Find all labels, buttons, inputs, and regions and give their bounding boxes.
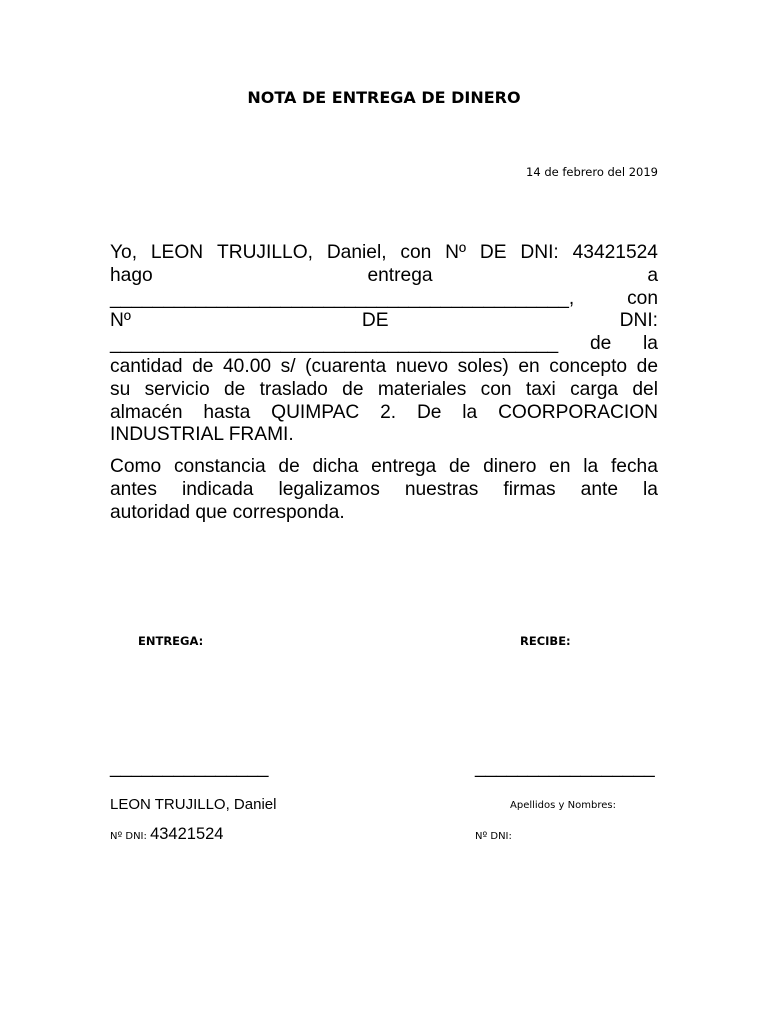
word: nuestras	[404, 478, 479, 500]
word: De	[416, 401, 442, 423]
word: LEON	[150, 242, 204, 263]
receiver-signature-line: _________________	[475, 757, 655, 778]
word: dinero	[483, 456, 537, 477]
recibe-label: RECIBE:	[520, 634, 571, 648]
word: de	[342, 378, 364, 400]
word: del	[632, 378, 658, 400]
word: entrega	[371, 456, 437, 477]
word: traslado	[259, 378, 328, 400]
word: DNI:	[619, 310, 658, 332]
word: soles)	[457, 355, 509, 377]
giver-dni-value: 43421524	[150, 825, 224, 843]
word: DE	[361, 310, 389, 332]
word: (cuarenta	[305, 355, 387, 377]
word: su	[110, 378, 131, 400]
word: de	[278, 456, 300, 477]
entrega-label: ENTREGA:	[138, 634, 204, 648]
word: ante	[580, 478, 619, 500]
paragraph-line	[110, 456, 658, 479]
word: servicio	[144, 378, 210, 400]
word: a	[647, 264, 658, 286]
word: legalizamos	[278, 478, 380, 500]
word: concepto	[549, 355, 628, 377]
paragraph-line	[110, 265, 658, 288]
word: nuevo	[395, 355, 448, 377]
word: DNI:	[520, 242, 559, 263]
word: almacén	[110, 401, 183, 423]
document-title: NOTA DE ENTREGA DE DINERO	[247, 88, 521, 107]
word: ___________________________________________,	[110, 287, 575, 309]
word: Nº	[110, 310, 131, 332]
paragraph-line	[110, 333, 658, 356]
word: la	[583, 456, 599, 477]
word: la	[643, 478, 658, 500]
word: 2.	[380, 401, 397, 423]
word: con	[480, 378, 512, 400]
word: Nº	[445, 242, 467, 263]
word: taxi	[525, 378, 556, 400]
word: materiales	[377, 378, 467, 400]
word: en	[518, 355, 540, 377]
paragraph-line	[110, 479, 658, 502]
word: la	[462, 401, 478, 423]
word: en	[549, 456, 571, 477]
word: de	[448, 456, 471, 477]
paragraph-delivery-statement	[110, 242, 658, 447]
paragraph-constancy	[110, 456, 658, 524]
paragraph-line	[110, 356, 658, 379]
word: con	[627, 287, 658, 309]
word: hago	[110, 264, 153, 286]
word: cantidad	[110, 355, 183, 377]
word: Como	[110, 456, 162, 477]
giver-signature-line: _______________	[110, 757, 269, 778]
word: de	[636, 355, 658, 377]
paragraph-line	[110, 379, 658, 402]
word: COORPORACION	[498, 401, 658, 423]
word: indicada	[181, 478, 254, 500]
word: QUIMPAC	[271, 401, 360, 423]
giver-name: LEON TRUJILLO, Daniel	[110, 796, 277, 813]
word: dicha	[312, 456, 359, 477]
paragraph-line: autoridad que corresponda.	[110, 501, 345, 523]
word: 40.00	[223, 355, 272, 377]
word: de	[589, 333, 612, 355]
word: entrega	[367, 264, 433, 286]
word: s/	[280, 355, 296, 377]
word: 43421524	[572, 242, 658, 263]
receiver-dni-label: Nº DNI:	[475, 831, 512, 842]
word: de	[223, 378, 246, 400]
word: fecha	[610, 456, 658, 477]
paragraph-line	[110, 242, 658, 265]
word: Yo,	[110, 242, 138, 263]
giver-dni	[110, 825, 223, 844]
word: la	[643, 333, 658, 355]
paragraph-line	[110, 288, 658, 311]
paragraph-line: INDUSTRIAL FRAMI.	[110, 424, 294, 446]
word: hasta	[203, 401, 251, 423]
word: de	[192, 355, 214, 377]
word: firmas	[503, 478, 556, 500]
word: antes	[110, 478, 157, 500]
word: __________________________________________	[110, 333, 559, 355]
paragraph-line	[110, 310, 658, 333]
giver-dni-label: Nº DNI:	[110, 831, 151, 842]
receiver-names-label: Apellidos y Nombres:	[510, 800, 616, 811]
document-date: 14 de febrero del 2019	[526, 165, 658, 179]
word: constancia	[173, 456, 266, 477]
paragraph-line	[110, 402, 658, 425]
word: carga	[570, 378, 619, 400]
word: DE	[479, 242, 507, 263]
word: TRUJILLO,	[217, 242, 313, 263]
word: con	[400, 242, 432, 263]
word: Daniel,	[326, 242, 387, 263]
